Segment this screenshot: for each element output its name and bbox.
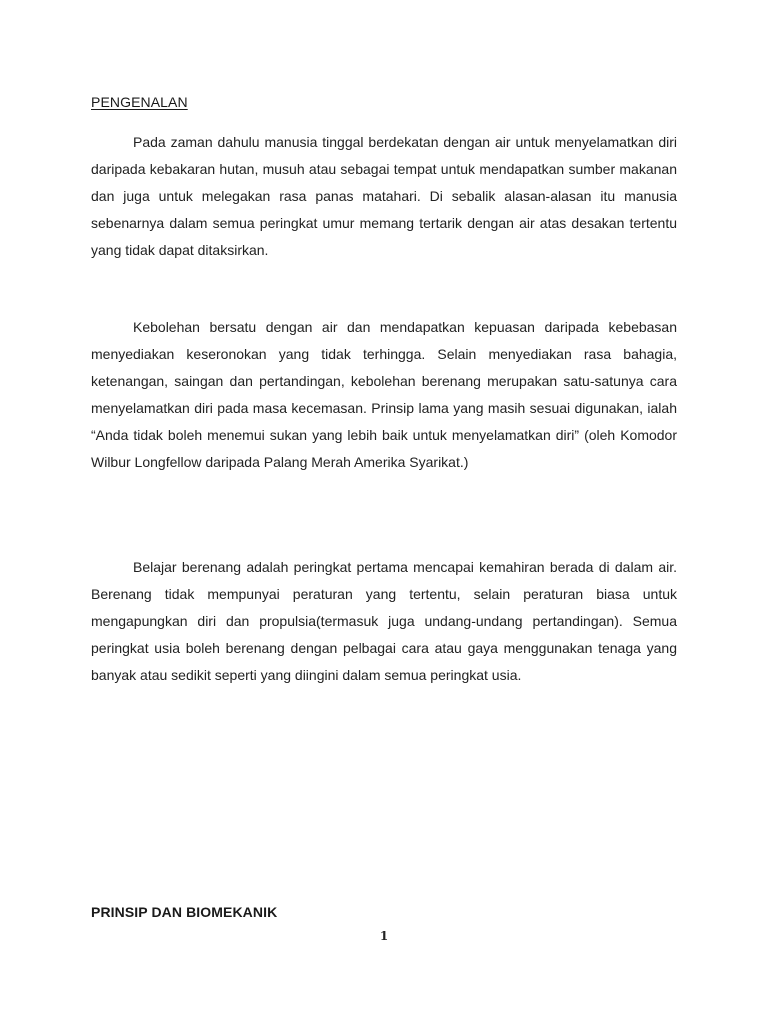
section-heading-prinsip-dan-biomekanik: PRINSIP DAN BIOMEKANIK bbox=[91, 904, 278, 920]
paragraph-1: Pada zaman dahulu manusia tinggal berdekatan dengan air untuk menyelamatkan diri daripada kebakaran hutan, musuh atau sebagai tempat untuk mendapatkan sumber makanan dan juga untuk melegakan rasa panas matahari. Di sebalik alasan-alasan itu manusia sebenarnya dalam semua peringkat umur memang tertarik dengan air atas desakan tertentu yang tidak dapat ditaksirkan. bbox=[91, 134, 677, 258]
paragraph-3: Belajar berenang adalah peringkat pertama mencapai kemahiran berada di dalam air. Berenang tidak mempunyai peraturan yang tertentu, selain peraturan biasa untuk mengapungkan diri dan propulsia(termasuk juga undang-undang pertandingan). Semua peringkat usia boleh berenang dengan pelbagai cara atau gaya menggunakan tenaga yang banyak atau sedikit seperti yang diingini dalam semua peringkat usia. bbox=[91, 559, 677, 683]
paragraph-2: Kebolehan bersatu dengan air dan mendapatkan kepuasan daripada kebebasan menyediakan keseronokan yang tidak terhingga. Selain menyediakan rasa bahagia, ketenangan, saingan dan pertandingan, kebolehan berenang merupakan satu-satunya cara menyelamatkan diri pada masa kecemasan. Prinsip lama yang masih sesuai digunakan, ialah “Anda tidak boleh menemui sukan yang lebih baik untuk menyelamatkan diri” (oleh Komodor Wilbur Longfellow daripada Palang Merah Amerika Syarikat.) bbox=[91, 319, 677, 470]
section-heading-pengenalan: PENGENALAN bbox=[91, 94, 188, 110]
page-number: 1 bbox=[379, 929, 389, 943]
